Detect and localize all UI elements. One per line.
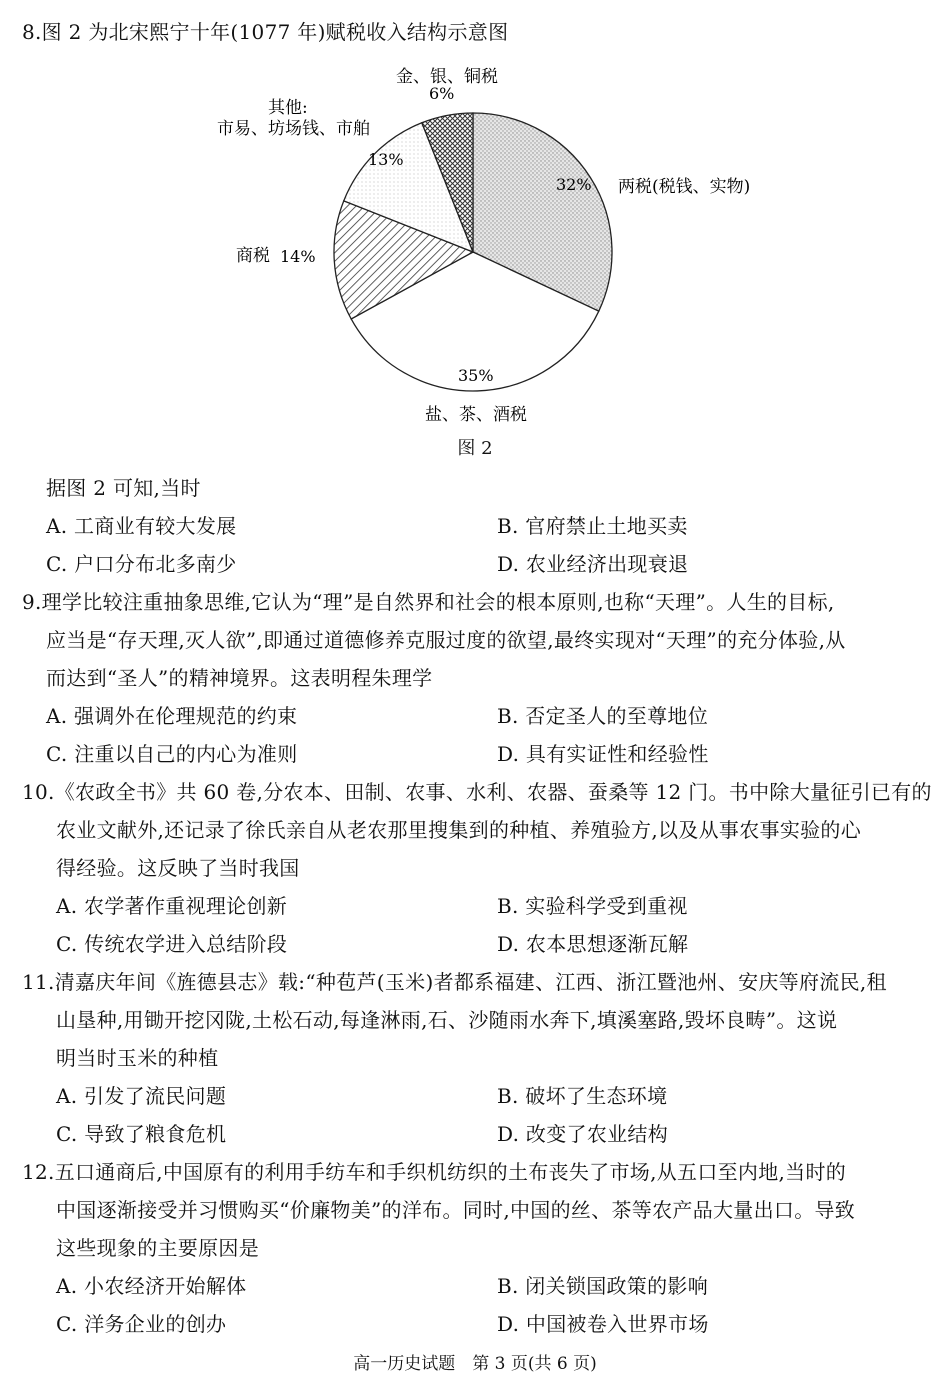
q11-stem-line: 明当时玉米的种植 xyxy=(56,1046,219,1070)
q12-stem-line: 12.五口通商后,中国原有的利用手纺车和手织机纺织的土布丧失了市场,从五口至内地,当时的 xyxy=(22,1160,847,1184)
q12-option-a[interactable]: A. 小农经济开始解体 xyxy=(56,1274,247,1298)
pie-chart-svg xyxy=(200,56,780,428)
q11-option-c[interactable]: C. 导致了粮食危机 xyxy=(56,1122,227,1146)
q9-option-a[interactable]: A. 强调外在伦理规范的约束 xyxy=(46,704,298,728)
q9-stem-line: 应当是“存天理,灭人欲”,即通过道德修养克服过度的欲望,最终实现对“天理”的充分体验,从 xyxy=(46,628,846,652)
q10-stem-line: 得经验。这反映了当时我国 xyxy=(56,856,300,880)
figure-caption: 图 2 xyxy=(457,438,493,459)
q9-option-d[interactable]: D. 具有实证性和经验性 xyxy=(497,742,709,766)
q8-option-b[interactable]: B. 官府禁止土地买卖 xyxy=(497,514,688,538)
q11-stem-line: 11.清嘉庆年间《旌德县志》载:“种苞芦(玉米)者都系福建、江西、浙江暨池州、安庆等府流民,租 xyxy=(22,970,887,994)
q12-option-c[interactable]: C. 洋务企业的创办 xyxy=(56,1312,227,1336)
q11-option-d[interactable]: D. 改变了农业结构 xyxy=(497,1122,669,1146)
slice-category-label: 商税 xyxy=(236,246,270,266)
slice-value-label: 6% xyxy=(429,84,455,103)
q9-stem-line: 而达到“圣人”的精神境界。这表明程朱理学 xyxy=(46,666,433,690)
q10-stem-line: 10.《农政全书》共 60 卷,分农本、田制、农事、水利、农器、蚕桑等 12 门。书中除大量征引已有的 xyxy=(22,780,932,804)
slice-category-label: 金、银、铜税 xyxy=(396,67,498,87)
q12-option-b[interactable]: B. 闭关锁国政策的影响 xyxy=(497,1274,709,1298)
slice-category-label: 盐、茶、酒税 xyxy=(425,405,527,425)
q12-option-d[interactable]: D. 中国被卷入世界市场 xyxy=(497,1312,709,1336)
slice-value-label: 35% xyxy=(458,366,494,385)
q10-stem-line: 农业文献外,还记录了徐氏亲自从老农那里搜集到的种植、养殖验方,以及从事农事实验的心 xyxy=(56,818,862,842)
q9-option-b[interactable]: B. 否定圣人的至尊地位 xyxy=(497,704,709,728)
q9-option-c[interactable]: C. 注重以自己的内心为准则 xyxy=(46,742,298,766)
slice-value-label: 14% xyxy=(280,247,316,266)
q12-stem-line: 这些现象的主要原因是 xyxy=(56,1236,259,1260)
q12-stem-line: 中国逐渐接受并习惯购买“价廉物美”的洋布。同时,中国的丝、茶等农产品大量出口。导致 xyxy=(56,1198,856,1222)
q10-option-c[interactable]: C. 传统农学进入总结阶段 xyxy=(56,932,288,956)
q8-stem: 8.图 2 为北宋熙宁十年(1077 年)赋税收入结构示意图 xyxy=(22,20,509,44)
q8-option-d[interactable]: D. 农业经济出现衰退 xyxy=(497,552,689,576)
slice-value-label: 13% xyxy=(368,150,404,169)
q10-option-a[interactable]: A. 农学著作重视理论创新 xyxy=(56,894,288,918)
slice-category-label: 两税(税钱、实物) xyxy=(618,177,751,197)
q11-stem-line: 山垦种,用锄开挖冈陇,土松石动,每逢淋雨,石、沙随雨水奔下,填溪塞路,毁坏良畴”。这说 xyxy=(56,1008,838,1032)
pie-chart xyxy=(200,56,780,428)
q9-stem-line: 9.理学比较注重抽象思维,它认为“理”是自然界和社会的根本原则,也称“天理”。人生的目标, xyxy=(22,590,835,614)
slice-category-label: 市易、坊场钱、市舶 xyxy=(217,119,370,139)
slice-value-label: 32% xyxy=(556,175,592,194)
page-footer: 高一历史试题 第 3 页(共 6 页) xyxy=(353,1354,597,1374)
q11-option-b[interactable]: B. 破坏了生态环境 xyxy=(497,1084,668,1108)
q8-option-c[interactable]: C. 户口分布北多南少 xyxy=(46,552,237,576)
q8-option-a[interactable]: A. 工商业有较大发展 xyxy=(46,514,237,538)
q10-option-d[interactable]: D. 农本思想逐渐瓦解 xyxy=(497,932,689,956)
q8-lead: 据图 2 可知,当时 xyxy=(46,476,201,500)
q11-option-a[interactable]: A. 引发了流民问题 xyxy=(56,1084,227,1108)
slice-category-label: 其他: xyxy=(268,98,308,118)
q10-option-b[interactable]: B. 实验科学受到重视 xyxy=(497,894,688,918)
